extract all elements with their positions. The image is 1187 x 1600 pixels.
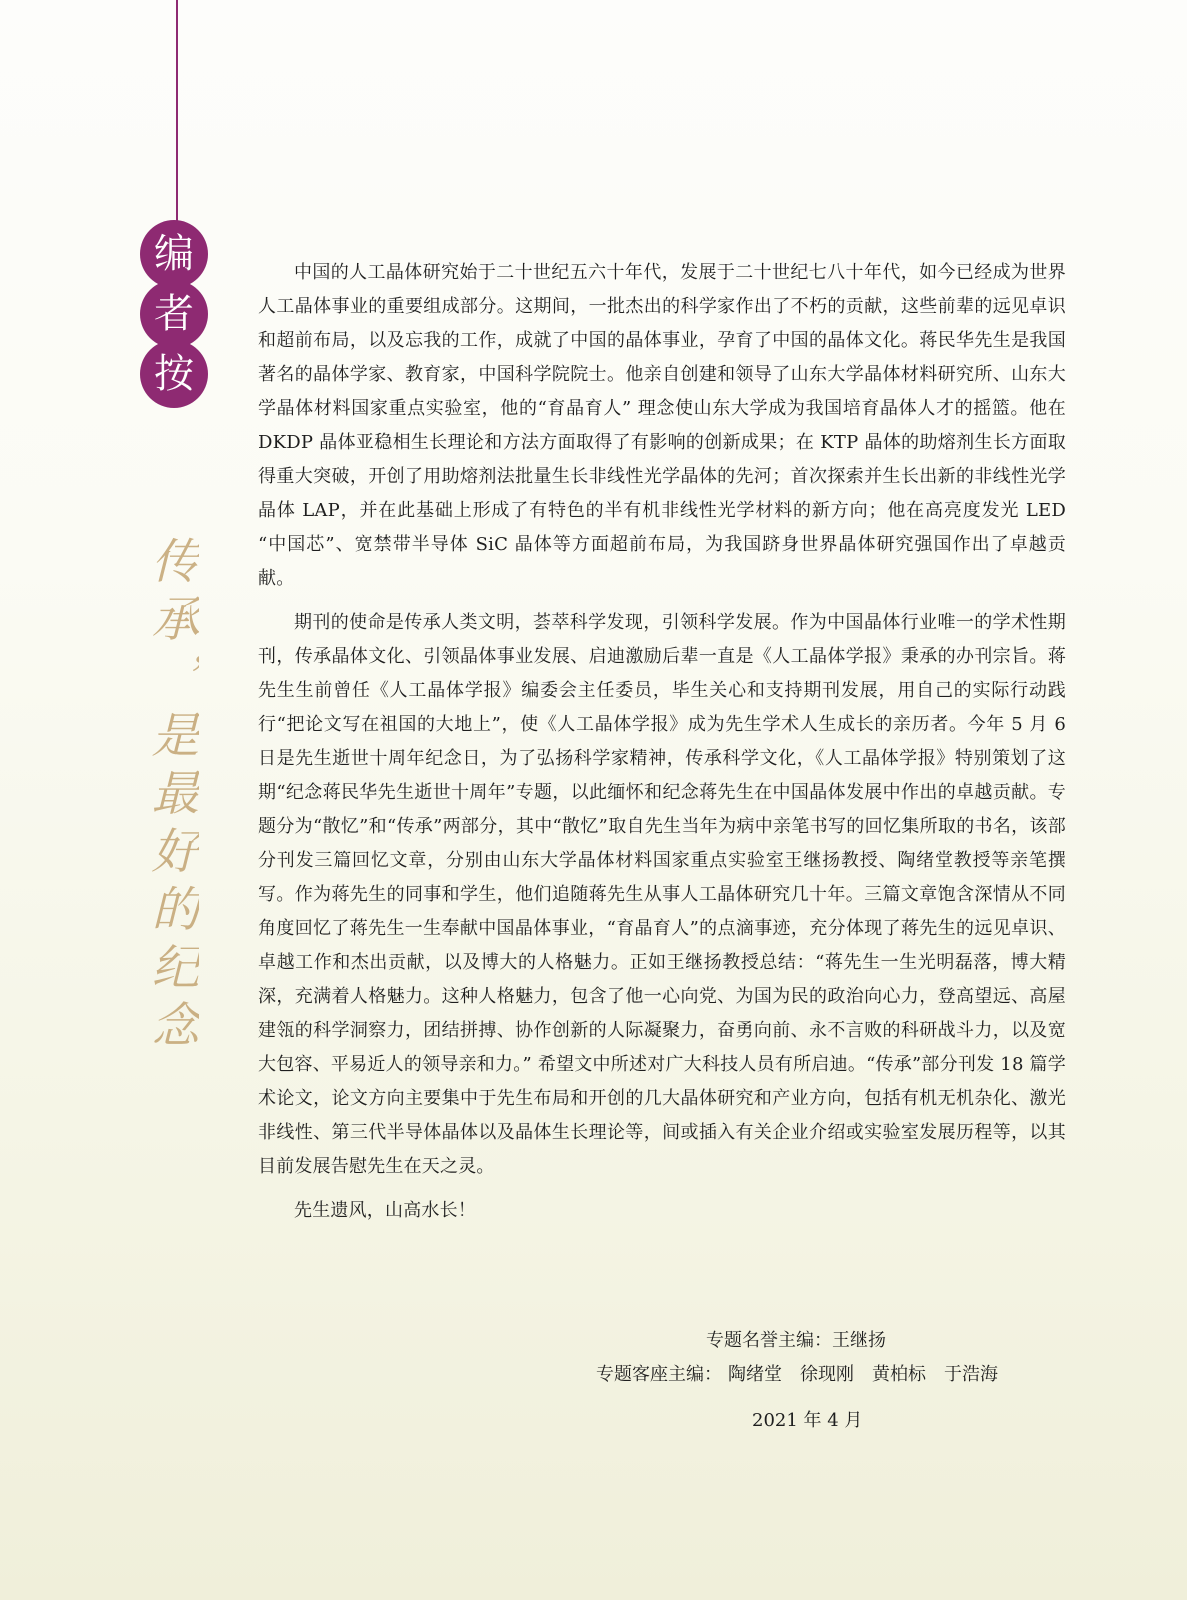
paragraph-2: 期刊的使命是传承人类文明，荟萃科学发现，引领科学发展。作为中国晶体行业唯一的学术性期刊，传承晶体文化、引领晶体事业发展、启迪激励后辈一直是《人工晶体学报》秉承的办刊宗旨。蒋先生生前曾任《人工晶体学报》编委会主任委员，毕生关心和支持期刊发展，用自己的实际行动践行“把论文写在祖国的大地上”，使《人工晶体学报》成为先生学术人生成长的亲历者。今年 5 月 6 日是先生逝世十周年纪念日，为了弘扬科学家精神，传承科学文化，《人工晶体学报》特别策划了这期“纪念蒋民华先生逝世十周年”专题，以此缅怀和纪念蒋先生在中国晶体发展中作出的卓越贡献。专题分为“散忆”和“传承”两部分，其中“散忆”取自先生当年为病中亲笔书写的回忆集所取的书名，该部分刊发三篇回忆文章，分别由山东大学晶体材料国家重点实验室王继扬教授、陶绪堂教授等亲笔撰写。作为蒋先生的同事和学生，他们追随蒋先生从事人工晶体研究几十年。三篇文章饱含深情从不同角度回忆了蒋先生一生奉献中国晶体事业，“育晶育人”的点滴事迹，充分体现了蒋先生的远见卓识、卓越工作和杰出贡献，以及博大的人格魅力。正如王继扬教授总结：“蒋先生一生光明磊落，博大精深，充满着人格魅力。这种人格魅力，包含了他一心向党、为国为民的政治向心力，登高望远、高屋建瓴的科学洞察力，团结拼搏、协作创新的人际凝聚力，奋勇向前、永不言败的科研战斗力，以及宽大包容、平易近人的领导亲和力。” 希望文中所述对广大科技人员有所启迪。“传承”部分刊发 18 篇学术论文，论文方向主要集中于先生布局和开创的几大晶体研究和产业方向，包括有机无机杂化、激光非线性、第三代半导体晶体以及晶体生长理论等，间或插入有关企业介绍或实验室发展历程等，以其目前发展告慰先生在天之灵。 [258, 612, 1066, 1177]
honorary-editor-label: 专题名誉主编： [706, 1330, 832, 1351]
guest-editor-name: 徐现刚 [800, 1364, 854, 1385]
guest-editor-name: 陶绪堂 [728, 1364, 782, 1385]
guest-editor-name: 黄柏标 [872, 1364, 926, 1385]
date-line: 2021 年 4 月 [752, 1410, 863, 1431]
honorary-editor-line [706, 1326, 886, 1356]
calligraphy-slogan: 传承，是最好的纪念 [143, 536, 199, 1058]
honorary-editor-name: 王继扬 [832, 1330, 886, 1351]
decorative-vertical-line [176, 0, 178, 232]
guest-editors-label: 专题客座主编： [596, 1364, 722, 1385]
label-char-3: 按 [140, 340, 208, 408]
editor-note-label [140, 220, 212, 412]
editorial-body [258, 256, 1066, 1228]
closing-line: 先生遗风，山高水长！ [294, 1200, 476, 1221]
guest-editor-name: 于浩海 [944, 1364, 998, 1385]
paragraph-1: 中国的人工晶体研究始于二十世纪五六十年代，发展于二十世纪七八十年代，如今已经成为世界人工晶体事业的重要组成部分。这期间，一批杰出的科学家作出了不朽的贡献，这些前辈的远见卓识和超前布局，以及忘我的工作，成就了中国的晶体事业，孕育了中国的晶体文化。蒋民华先生是我国著名的晶体学家、教育家，中国科学院院士。他亲自创建和领导了山东大学晶体材料研究所、山东大学晶体材料国家重点实验室，他的“育晶育人” 理念使山东大学成为我国培育晶体人才的摇篮。他在 DKDP 晶体亚稳相生长理论和方法方面取得了有影响的创新成果；在 KTP 晶体的助熔剂生长方面取得重大突破，开创了用助熔剂法批量生长非线性光学晶体的先河；首次探索并生长出新的非线性光学晶体 LAP，并在此基础上形成了有特色的半有机非线性光学材料的新方向；他在高亮度发光 LED “中国芯”、宽禁带半导体 SiC 晶体等方面超前布局，为我国跻身世界晶体研究强国作出了卓越贡献。 [258, 262, 1066, 589]
label-char-2: 者 [140, 280, 208, 348]
label-char-1: 编 [140, 220, 208, 288]
guest-editors-line [596, 1360, 998, 1390]
